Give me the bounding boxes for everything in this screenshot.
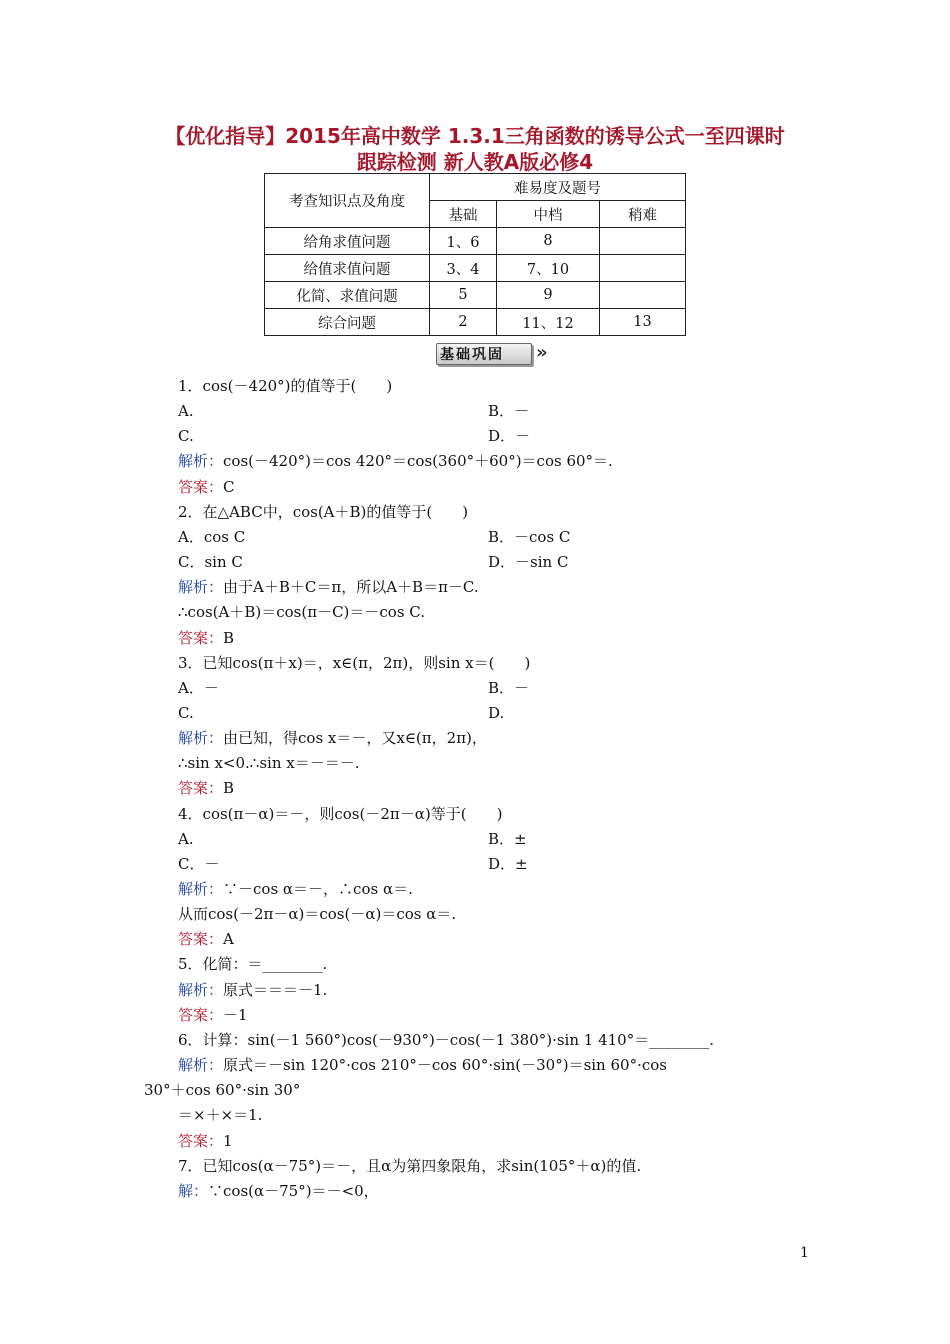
answer-line — [178, 929, 234, 949]
line-text: C. — [178, 704, 194, 722]
table-cell: 5 — [430, 282, 497, 309]
text-line — [178, 602, 425, 622]
line-text: 6．计算：sin(－1 560°)cos(－930°)－cos(－1 380°)·sin 1 410°＝________. — [178, 1031, 714, 1049]
line-label: 解： — [178, 1182, 209, 1200]
table-cell — [600, 282, 686, 309]
text-line — [178, 1030, 714, 1050]
knowledge-table — [264, 173, 686, 336]
table-cell: 13 — [600, 309, 686, 336]
line-text: 原式＝－sin 120°·cos 210°－cos 60°·sin(－30°)＝sin 60°·cos — [223, 1056, 667, 1074]
table-row — [265, 228, 686, 255]
line-text: B — [223, 629, 235, 647]
table-cell: 8 — [497, 228, 600, 255]
line-text: C．sin C — [178, 553, 243, 571]
line-label: 答案： — [178, 629, 224, 647]
double-chevron-right-icon: » — [536, 342, 548, 363]
line-text: ∴cos(A＋B)＝cos(π－C)＝－cos C. — [178, 603, 426, 621]
line-text: －1 — [223, 1006, 248, 1024]
line-text: 由已知，得cos x＝－，又x∈(π，2π)， — [223, 729, 487, 747]
table-cell: 综合问题 — [265, 309, 430, 336]
line-text: 7．已知cos(α－75°)＝－，且α为第四象限角，求sin(105°＋α)的值. — [178, 1157, 642, 1175]
line-label: 解析： — [178, 1056, 224, 1074]
text-line — [178, 904, 456, 924]
text-line — [178, 1105, 262, 1125]
table-cell: 1、6 — [430, 228, 497, 255]
line-text: B — [223, 779, 235, 797]
table-cell: 7、10 — [497, 255, 600, 282]
table-cell: 给角求值问题 — [265, 228, 430, 255]
line-label: 答案： — [178, 1132, 224, 1150]
line-text: 5．化简：＝________. — [178, 955, 328, 973]
line-text: A．－ — [178, 679, 219, 697]
document-title-line-2: 跟踪检测 新人教A版必修4 — [356, 150, 594, 174]
table-cell: 11、12 — [497, 309, 600, 336]
text-line — [144, 1080, 300, 1100]
line-text: 4．cos(π－α)＝－，则cos(－2π－α)等于( ) — [178, 805, 503, 823]
text-line — [178, 426, 194, 446]
section-banner — [436, 341, 550, 367]
line-text: A. — [178, 830, 194, 848]
solution-line — [178, 980, 327, 1000]
line-text: C. — [178, 427, 194, 445]
line-label: 解析： — [178, 729, 224, 747]
table-cell: 3、4 — [430, 255, 497, 282]
text-line — [178, 502, 468, 522]
solution-line — [178, 1181, 379, 1201]
table-cell: 给值求值问题 — [265, 255, 430, 282]
table-cell — [600, 255, 686, 282]
option-right: D. — [488, 704, 505, 722]
table-row — [265, 255, 686, 282]
line-label: 解析： — [178, 452, 224, 470]
solution-line — [178, 451, 613, 471]
text-line — [178, 954, 327, 974]
solution-line — [178, 577, 479, 597]
text-line — [178, 753, 360, 773]
table-cell: 2 — [430, 309, 497, 336]
text-line — [178, 552, 243, 572]
line-text: ∵－cos α＝－，∴cos α＝. — [223, 880, 413, 898]
page-number: 1 — [800, 1245, 809, 1261]
text-line — [178, 678, 219, 698]
text-line — [178, 703, 194, 723]
line-text: ∵cos(α－75°)＝－<0， — [208, 1182, 379, 1200]
option-right: B．－ — [488, 679, 530, 697]
line-text: A. — [178, 402, 194, 420]
document-title-line-1: 【优化指导】2015年高中数学 1.3.1三角函数的诱导公式一至四课时 — [165, 124, 785, 148]
option-right: B．－ — [488, 402, 530, 420]
line-text: A．cos C — [178, 528, 246, 546]
line-label: 解析： — [178, 578, 224, 596]
line-label: 答案： — [178, 930, 224, 948]
text-line — [178, 804, 502, 824]
text-line — [178, 829, 194, 849]
line-label: 解析： — [178, 880, 224, 898]
line-text: 原式＝＝＝－1. — [223, 981, 328, 999]
line-text: ∴sin x<0.∴sin x＝－＝－. — [178, 754, 360, 772]
line-text: 30°＋cos 60°·sin 30° — [144, 1081, 301, 1099]
option-right: B．± — [488, 830, 527, 848]
table-cell: 化简、求值问题 — [265, 282, 430, 309]
table-col-medium: 中档 — [497, 201, 600, 228]
table-header-row — [265, 174, 686, 201]
line-text: A — [223, 930, 234, 948]
line-label: 答案： — [178, 1006, 224, 1024]
option-right: D．－sin C — [488, 553, 569, 571]
answer-line — [178, 628, 234, 648]
text-line — [178, 854, 219, 874]
table-row — [265, 309, 686, 336]
table-cell: 9 — [497, 282, 600, 309]
line-text: 2．在△ABC中，cos(A＋B)的值等于( ) — [178, 503, 469, 521]
option-right: B．－cos C — [488, 528, 571, 546]
line-label: 解析： — [178, 981, 224, 999]
answer-line — [178, 477, 235, 497]
line-text: 从而cos(－2π－α)＝cos(－α)＝cos α＝. — [178, 905, 457, 923]
answer-line — [178, 778, 234, 798]
answer-line — [178, 1005, 248, 1025]
text-line — [178, 653, 530, 673]
line-label: 答案： — [178, 779, 224, 797]
line-text: C．－ — [178, 855, 220, 873]
option-right: D．± — [488, 855, 528, 873]
text-line — [178, 401, 194, 421]
table-cell — [600, 228, 686, 255]
solution-line — [178, 1055, 667, 1075]
line-text: 3．已知cos(π＋x)＝，x∈(π，2π)，则sin x＝( ) — [178, 654, 531, 672]
text-line — [178, 527, 245, 547]
table-col-basic: 基础 — [430, 201, 497, 228]
line-text: 1．cos(－420°)的值等于( ) — [178, 377, 393, 395]
text-line — [178, 1156, 641, 1176]
line-text: C — [223, 478, 235, 496]
line-text: cos(－420°)＝cos 420°＝cos(360°＋60°)＝cos 60°＝. — [223, 452, 613, 470]
solution-line — [178, 879, 413, 899]
line-label: 答案： — [178, 478, 224, 496]
answer-line — [178, 1131, 233, 1151]
line-text: ＝×＋×＝1. — [178, 1106, 263, 1124]
table-header-group: 难易度及题号 — [430, 174, 686, 201]
table-row — [265, 282, 686, 309]
text-line — [178, 376, 392, 396]
line-text: 由于A＋B＋C＝π，所以A＋B＝π－C. — [223, 578, 479, 596]
table-header-left: 考查知识点及角度 — [265, 174, 430, 228]
line-text: 1 — [223, 1132, 233, 1150]
table-col-hard: 稍难 — [600, 201, 686, 228]
solution-line — [178, 728, 487, 748]
option-right: D．－ — [488, 427, 531, 445]
section-banner-label: 基础巩固 — [440, 347, 504, 363]
